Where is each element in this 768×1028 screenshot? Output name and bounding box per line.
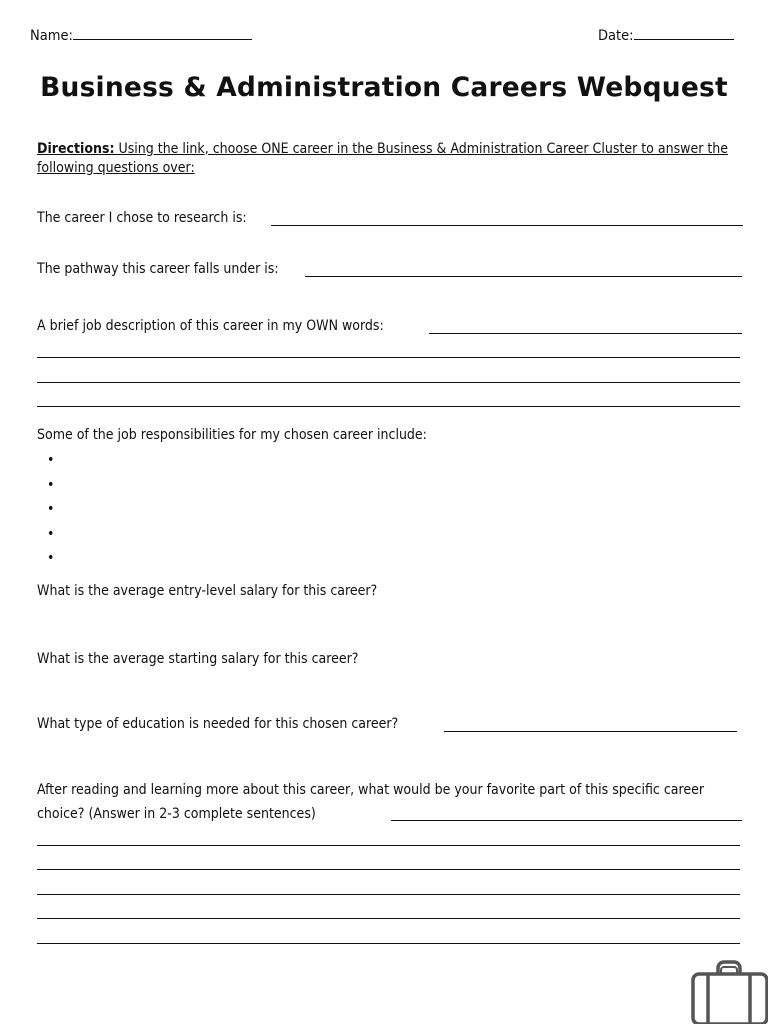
question-favorite-text: After reading and learning more about this career, what would be your favorite part of this specific career choice? (Answer in 2-3 complete sentences) [37, 782, 705, 822]
question-education-text: What type of education is needed for this chosen career? [37, 716, 399, 732]
answer-line-description-4[interactable] [37, 406, 740, 407]
answer-line-education[interactable] [444, 731, 737, 732]
answer-line-favorite-4[interactable] [37, 894, 740, 895]
question-responsibilities [37, 427, 427, 443]
page-title: Business & Administration Careers Webquest [40, 72, 728, 103]
date-blank[interactable] [634, 25, 734, 40]
question-favorite [37, 778, 742, 826]
answer-line-description-1[interactable] [429, 333, 742, 334]
answer-line-favorite-6[interactable] [37, 943, 740, 944]
answer-line-career[interactable] [271, 225, 743, 226]
name-field[interactable] [30, 25, 252, 44]
answer-line-pathway[interactable] [305, 276, 742, 277]
question-description-text: A brief job description of this career in my OWN words: [37, 318, 384, 334]
question-entry-salary [37, 583, 377, 599]
question-starting-salary [37, 651, 358, 667]
answer-line-favorite-1[interactable] [391, 820, 742, 821]
question-career [37, 210, 247, 226]
question-description [37, 318, 384, 334]
responsibility-bullet-1[interactable]: • [47, 452, 55, 468]
answer-line-favorite-2[interactable] [37, 845, 740, 846]
question-pathway [37, 261, 279, 277]
answer-line-description-3[interactable] [37, 382, 740, 383]
briefcase-icon [690, 960, 768, 1024]
answer-line-description-2[interactable] [37, 357, 740, 358]
responsibility-bullet-2[interactable]: • [47, 477, 55, 493]
question-education [37, 716, 398, 732]
directions-label: Directions: [37, 141, 115, 157]
question-responsibilities-text: Some of the job responsibilities for my chosen career include: [37, 427, 427, 443]
name-label: Name: [30, 28, 73, 44]
directions [37, 140, 737, 178]
answer-line-favorite-3[interactable] [37, 869, 740, 870]
answer-line-favorite-5[interactable] [37, 918, 740, 919]
responsibility-bullet-3[interactable]: • [47, 501, 55, 517]
question-career-text: The career I chose to research is: [37, 210, 247, 226]
name-blank[interactable] [73, 25, 252, 40]
date-label: Date: [598, 28, 634, 44]
question-entry-salary-text: What is the average entry-level salary for this career? [37, 583, 378, 599]
responsibility-bullet-4[interactable]: • [47, 526, 55, 542]
question-pathway-text: The pathway this career falls under is: [37, 261, 279, 277]
date-field[interactable] [598, 25, 734, 44]
question-starting-salary-text: What is the average starting salary for this career? [37, 651, 359, 667]
directions-text: Using the link, choose ONE career in the Business & Administration Career Cluster to answer the following questions over: [37, 141, 729, 176]
responsibility-bullet-5[interactable]: • [47, 550, 55, 566]
